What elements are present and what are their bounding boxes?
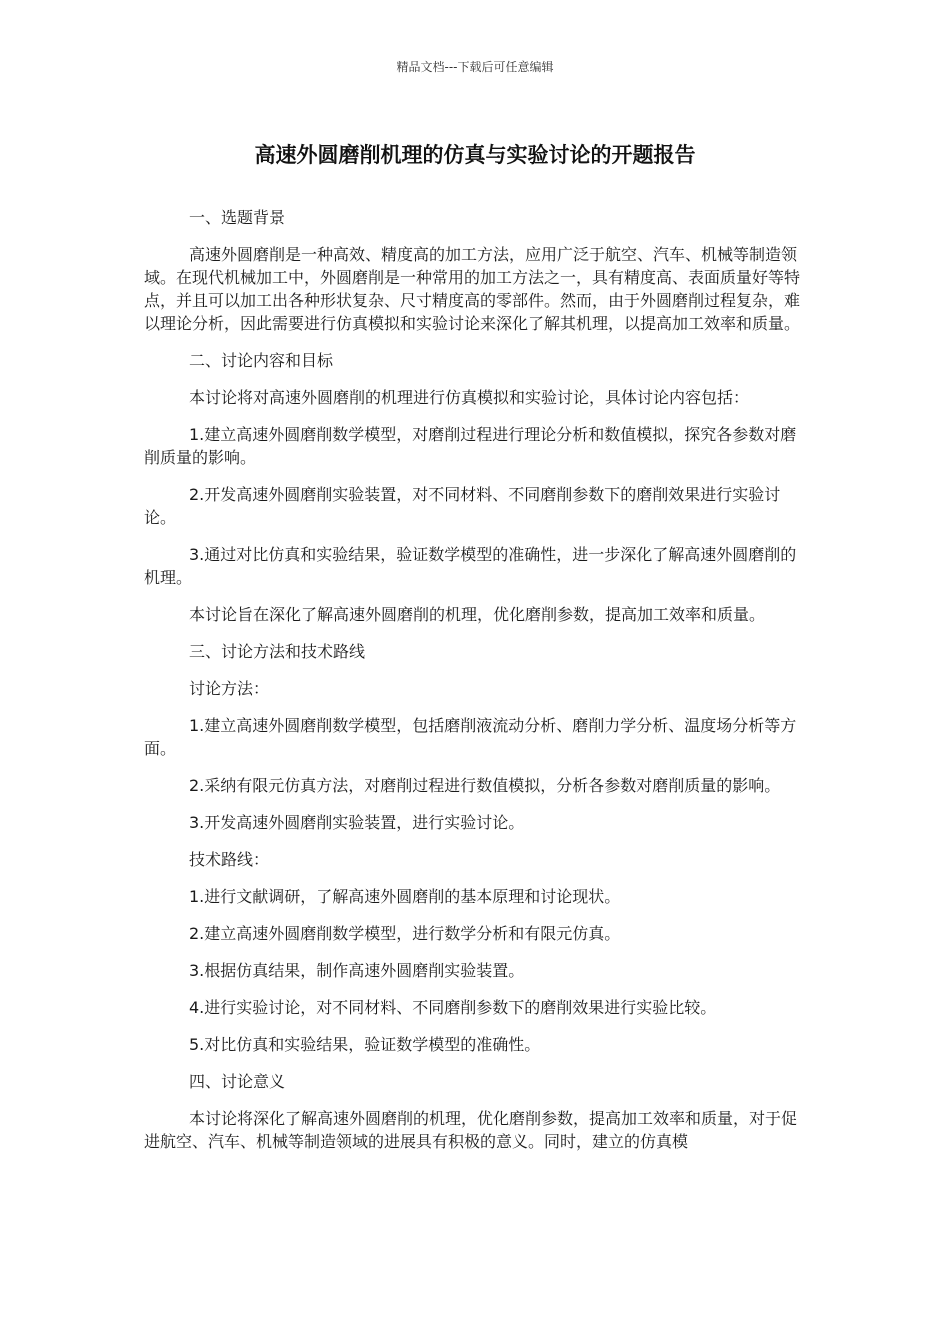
paragraph-significance: 本讨论将深化了解高速外圆磨削的机理，优化磨削参数，提高加工效率和质量，对于促进航空、汽车、机械等制造领域的进展具有积极的意义。同时，建立的仿真模 (144, 1109, 798, 1151)
paragraph-goal: 本讨论旨在深化了解高速外圆磨削的机理，优化磨削参数，提高加工效率和质量。 (189, 605, 766, 624)
section-heading-content-goals: 二、讨论内容和目标 (189, 351, 334, 370)
methods-label: 讨论方法： (189, 679, 270, 698)
document-title: 高速外圆磨削机理的仿真与实验讨论的开题报告 (254, 143, 696, 167)
header-note: 精品文档---下载后可任意编辑 (396, 60, 554, 74)
list-item-route-4: 4.进行实验讨论，对不同材料、不同磨削参数下的磨削效果进行实验比较。 (189, 998, 717, 1017)
list-item-content-1: 1.建立高速外圆磨削数学模型，对磨削过程进行理论分析和数值模拟，探究各参数对磨削质量的影响。 (144, 425, 797, 467)
list-item-route-5: 5.对比仿真和实验结果，验证数学模型的准确性。 (189, 1035, 541, 1054)
list-item-route-2: 2.建立高速外圆磨削数学模型，进行数学分析和有限元仿真。 (189, 924, 621, 943)
list-item-route-1: 1.进行文献调研，了解高速外圆磨削的基本原理和讨论现状。 (189, 887, 621, 906)
route-label: 技术路线： (189, 850, 270, 869)
document-body (144, 206, 810, 1167)
list-item-method-1: 1.建立高速外圆磨削数学模型，包括磨削液流动分析、磨削力学分析、温度场分析等方面。 (144, 716, 797, 758)
paragraph-background: 高速外圆磨削是一种高效、精度高的加工方法，应用广泛于航空、汽车、机械等制造领域。在现代机械加工中，外圆磨削是一种常用的加工方法之一，具有精度高、表面质量好等特点，并且可以加工出各种形状复杂、尺寸精度高的零部件。然而，由于外圆磨削过程复杂，难以理论分析，因此需要进行仿真模拟和实验讨论来深化了解其机理，以提高加工效率和质量。 (144, 245, 801, 333)
list-item-route-3: 3.根据仿真结果，制作高速外圆磨削实验装置。 (189, 961, 525, 980)
paragraph-content-intro: 本讨论将对高速外圆磨削的机理进行仿真模拟和实验讨论，具体讨论内容包括： (189, 388, 750, 407)
list-item-method-2: 2.采纳有限元仿真方法，对磨削过程进行数值模拟，分析各参数对磨削质量的影响。 (189, 776, 781, 795)
section-heading-methods: 三、讨论方法和技术路线 (189, 642, 366, 661)
list-item-content-3: 3.通过对比仿真和实验结果，验证数学模型的准确性，进一步深化了解高速外圆磨削的机理。 (144, 545, 797, 587)
section-heading-background: 一、选题背景 (189, 208, 286, 227)
section-heading-significance: 四、讨论意义 (189, 1072, 286, 1091)
list-item-method-3: 3.开发高速外圆磨削实验装置，进行实验讨论。 (189, 813, 525, 832)
list-item-content-2: 2.开发高速外圆磨削实验装置，对不同材料、不同磨削参数下的磨削效果进行实验讨论。 (144, 485, 781, 527)
